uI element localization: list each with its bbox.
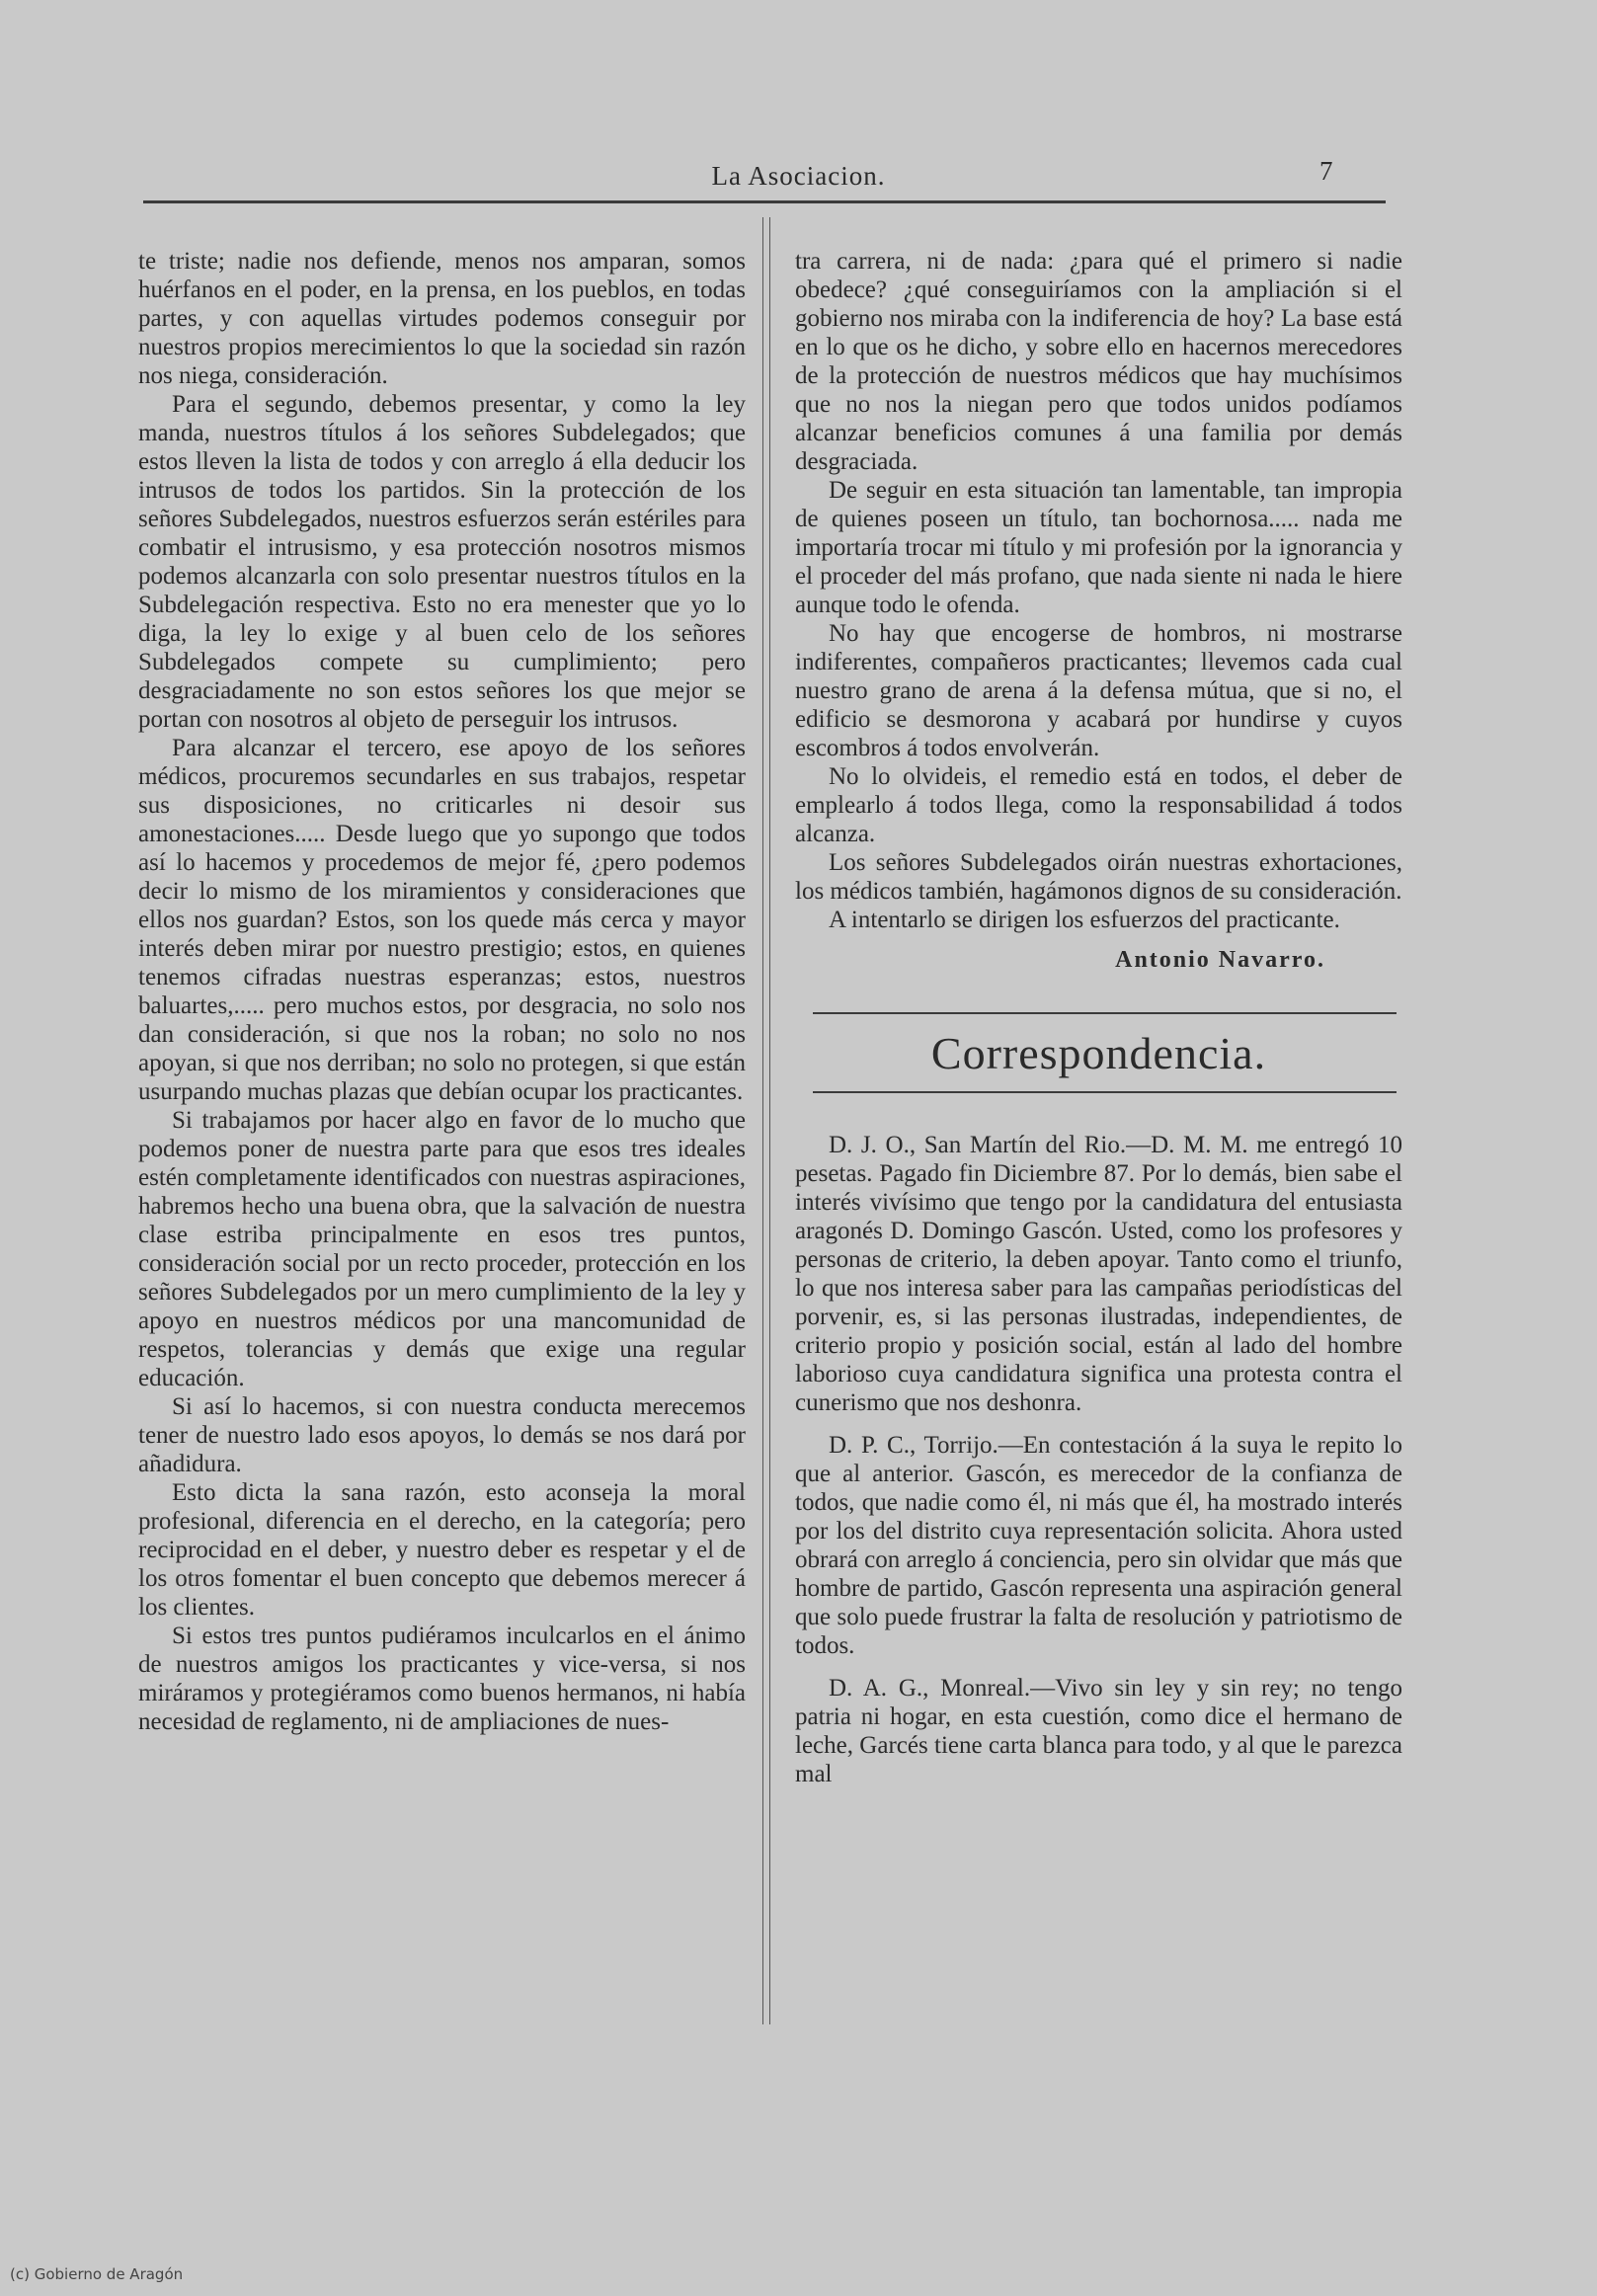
right-paragraph: No hay que encogerse de hombros, ni mostrarse indiferentes, compañeros practicantes; llevemos cada cual nuestro grano de arena á la defensa mútua, que si no, el edificio se desmorona y acabará por hundirse y cuyos escombros á todos envolverán.	[795, 620, 1402, 761]
page-number: 7	[1319, 156, 1333, 186]
left-paragraph: Si estos tres puntos pudiéramos inculcarlos en el ánimo de nuestros amigos los practicantes y vice-versa, si nos miráramos y protegiéramos como buenos hermanos, ni había necesidad de reglamento, ni de ampliaciones de nues-	[138, 1623, 746, 1735]
header-rule	[143, 200, 1386, 203]
left-paragraph: Si trabajamos por hacer algo en favor de lo mucho que podemos poner de nuestra parte para que esos tres ideales estén completamente identificados con nuestras aspiraciones, habremos hecho una buena obra, que la salvación de nuestra clase estriba principalmente en esos tres puntos, consideración social por un recto proceder, protección en los señores Subdelegados por un mero cumplimiento de la ley y apoyo en nuestros médicos por una mancomunidad de respetos, tolerancias y demás que exige una regular educación.	[138, 1107, 746, 1391]
column-divider	[762, 217, 770, 2024]
left-paragraph: Para alcanzar el tercero, ese apoyo de los señores médicos, procuremos secundarles en sus trabajos, respetar sus disposiciones, no criticarles ni desoir sus amonestaciones..... Desde luego que yo supongo que todos así lo hacemos y procedemos de mejor fé, ¿pero podemos decir lo mismo de los miramientos y consideraciones que ellos nos guardan? Estos, son los quede más cerca y mayor interés deben mirar por nuestro prestigio; estos, en quienes tenemos cifradas nuestras esperanzas; estos, nuestros baluartes,..... pero muchos estos, por desgracia, no solo nos dan consideración, si que nos la roban; no solo no nos apoyan, si que nos derriban; no solo no protegen, si que están usurpando muchas plazas que debían ocupar los practicantes.	[138, 735, 746, 1105]
correspondence-entry: D. J. O., San Martín del Rio.—D. M. M. me entregó 10 pesetas. Pagado fin Diciembre 87. Por lo demás, bien sabe el interés vivísimo que tengo por la candidatura del entusiasta aragonés D. Domingo Gascón. Usted, como los profesores y personas de criterio, la deben apoyar. Tanto como el triunfo, lo que nos interesa saber para las campañas periodísticas del porvenir, es, si las personas ilustradas, independientes, de criterio propio y posición social, están al lado del hombre laborioso cuya candidatura significa una protesta contra el cunerismo que nos deshonra.	[795, 1132, 1402, 1416]
section-rule-top	[813, 1012, 1397, 1014]
running-head: La Asociacion.	[711, 161, 886, 191]
right-paragraph: Los señores Subdelegados oirán nuestras exhortaciones, los médicos también, hagámonos dignos de su consideración.	[795, 849, 1402, 905]
right-paragraph: No lo olvideis, el remedio está en todos, el deber de emplearlo á todos llega, como la responsabilidad á todos alcanza.	[795, 763, 1402, 847]
left-paragraph: Esto dicta la sana razón, esto aconseja la moral profesional, diferencia en el derecho, en la categoría; pero reciprocidad en el deber, y nuestro deber es respetar y el de los otros fomentar el buen concepto que debemos merecer á los clientes.	[138, 1479, 746, 1621]
section-title-correspondence: Correspondencia.	[930, 1028, 1267, 1078]
left-paragraph: Para el segundo, debemos presentar, y como la ley manda, nuestros títulos á los señores Subdelegados; que estos lleven la lista de todos y con arreglo á ella deducir los intrusos de todos los partidos. Sin la protección de los señores Subdelegados, nuestros esfuerzos serán estériles para combatir el intrusismo, y esa protección nosotros mismos podemos alcanzarla con solo presentar nuestros títulos en la Subdelegación respectiva. Esto no era menester que yo lo diga, la ley lo exige y al buen celo de los señores Subdelegados compete su cumplimiento; pero desgraciadamente no son estos señores los que mejor se portan con nosotros al objeto de perseguir los intrusos.	[138, 391, 746, 733]
left-paragraph: te triste; nadie nos defiende, menos nos amparan, somos huérfanos en el poder, en la prensa, en los pueblos, en todas partes, y con aquellas virtudes podemos conseguir por nuestros propios merecimientos lo que la sociedad sin razón nos niega, consideración.	[138, 248, 746, 389]
right-paragraph: De seguir en esta situación tan lamentable, tan impropia de quienes poseen un título, tan bochornosa..... nada me importaría trocar mi título y mi profesión por la ignorancia y el proceder del más profano, que nada siente ni nada le hiere aunque todo le ofenda.	[795, 477, 1402, 618]
correspondence-entry: D. A. G., Monreal.—Vivo sin ley y sin rey; no tengo patria ni hogar, en esta cuestión, como dice el hermano de leche, Garcés tiene carta blanca para todo, y al que le parezca mal	[795, 1675, 1402, 1787]
copyright-notice: (c) Gobierno de Aragón	[10, 2265, 184, 2283]
right-paragraph: A intentarlo se dirigen los esfuerzos del practicante.	[829, 907, 1340, 933]
right-paragraph: tra carrera, ni de nada: ¿para qué el primero si nadie obedece? ¿qué conseguiríamos con la ampliación si el gobierno nos miraba con la indiferencia de hoy? La base está en lo que os he dicho, y sobre ello en hacernos merecedores de la protección de nuestros médicos que hay muchísimos que no nos la niegan pero que todos unidos podíamos alcanzar beneficios comunes á una familia por demás desgraciada.	[795, 248, 1402, 475]
left-paragraph: Si así lo hacemos, si con nuestra conducta merecemos tener de nuestro lado esos apoyos, lo demás se nos dará por añadidura.	[138, 1393, 746, 1477]
left-column	[138, 247, 746, 1736]
section-rule-bottom	[813, 1091, 1397, 1093]
author-signature: Antonio Navarro.	[1115, 947, 1325, 973]
right-column	[795, 247, 1402, 1788]
correspondence-entry: D. P. C., Torrijo.—En contestación á la suya le repito lo que al anterior. Gascón, es merecedor de la confianza de todos, que nadie como él, ni más que él, ha mostrado interés por los del distrito cuya representación solicita. Ahora usted obrará con arreglo á conciencia, pero sin olvidar que más que hombre de partido, Gascón representa una aspiración general que solo puede frustrar la falta de resolución y patriotismo de todos.	[795, 1432, 1402, 1659]
